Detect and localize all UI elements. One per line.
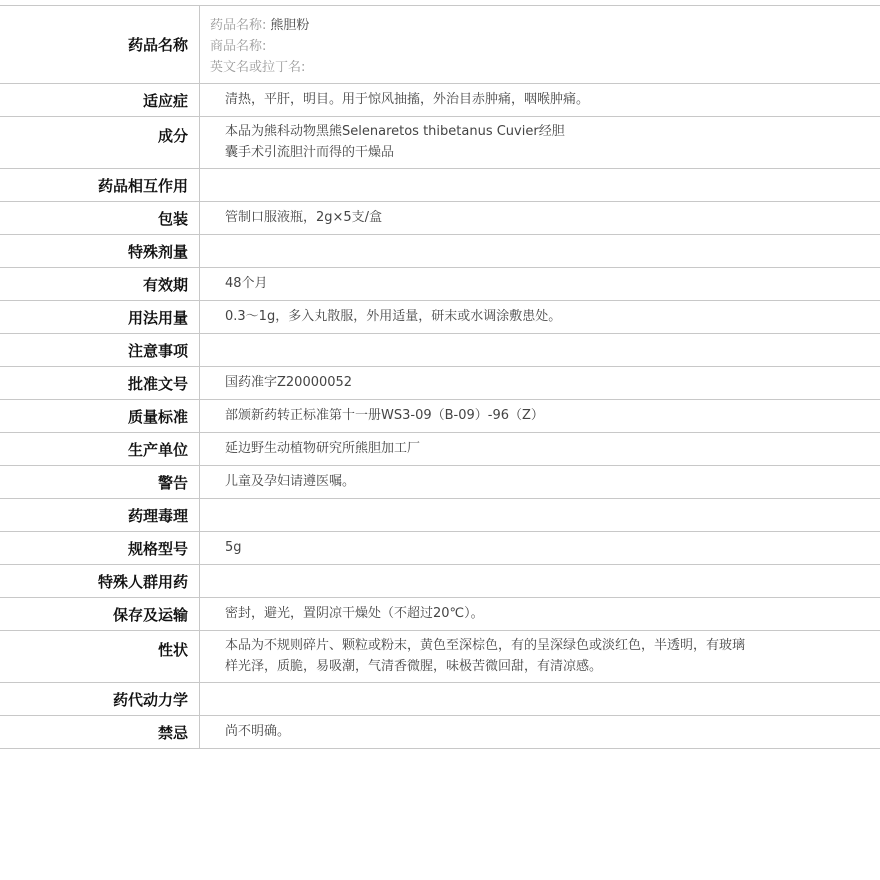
- row-warning: [0, 466, 880, 499]
- row-value: 延边野生动植物研究所熊胆加工厂: [225, 441, 421, 456]
- row-label: 药理毒理: [0, 499, 200, 531]
- row-value: [200, 169, 880, 201]
- row-label: 性状: [0, 631, 200, 682]
- row-value: 部颁新药转正标准第十一册WS3-09（B-09）-96（Z）: [225, 408, 544, 423]
- ingredients-line-2: 囊手术引流胆汁而得的干燥品: [225, 145, 395, 160]
- row-ingredients: [0, 117, 880, 169]
- row-value: 密封，避光，置阴凉干燥处（不超过20℃）。: [225, 606, 484, 621]
- row-specification: [0, 532, 880, 565]
- row-special-dose: [0, 235, 880, 268]
- row-precautions: [0, 334, 880, 367]
- row-label: 质量标准: [0, 400, 200, 432]
- row-label: 警告: [0, 466, 200, 498]
- appearance-line-1: 本品为不规则碎片、颗粒或粉末，黄色至深棕色，有的呈深绿色或淡红色，半透明，有玻璃: [225, 638, 746, 653]
- row-toxicology: [0, 499, 880, 532]
- drug-info-table: [0, 5, 880, 749]
- row-packaging: [0, 202, 880, 235]
- row-value: 管制口服液瓶，2g×5支/盒: [225, 210, 383, 225]
- row-label: 批准文号: [0, 367, 200, 399]
- ingredients-line-1: 本品为熊科动物黑熊Selenaretos thibetanus Cuvier经胆: [225, 124, 565, 139]
- row-label: 特殊剂量: [0, 235, 200, 267]
- row-dosage: [0, 301, 880, 334]
- english-name-key: 英文名或拉丁名:: [210, 60, 306, 75]
- row-pharmacokinetics: [0, 683, 880, 716]
- row-label: 保存及运输: [0, 598, 200, 630]
- row-label: 有效期: [0, 268, 200, 300]
- english-name-line: [210, 57, 868, 78]
- row-label: 用法用量: [0, 301, 200, 333]
- row-value: [200, 499, 880, 531]
- row-interactions: [0, 169, 880, 202]
- row-label: 生产单位: [0, 433, 200, 465]
- row-label: 适应症: [0, 84, 200, 116]
- row-value: 清热，平肝，明目。用于惊风抽搐，外治目赤肿痛，咽喉肿痛。: [225, 92, 590, 107]
- row-value: [200, 565, 880, 597]
- row-value: [200, 6, 880, 83]
- row-storage: [0, 598, 880, 631]
- row-value: [200, 683, 880, 715]
- row-value: 48个月: [225, 276, 268, 291]
- row-indication: [0, 84, 880, 117]
- row-special-population: [0, 565, 880, 598]
- appearance-line-2: 样光泽，质脆，易吸潮，气清香微腥，味极苦微回甜，有清凉感。: [225, 659, 603, 674]
- row-manufacturer: [0, 433, 880, 466]
- generic-name-line: [210, 15, 868, 36]
- row-contraindications: [0, 716, 880, 749]
- row-value: 国药准字Z20000052: [225, 375, 353, 390]
- generic-name-value: 熊胆粉: [270, 18, 310, 33]
- row-label: 包装: [0, 202, 200, 234]
- row-label: 禁忌: [0, 716, 200, 748]
- row-label: 规格型号: [0, 532, 200, 564]
- row-approval-number: [0, 367, 880, 400]
- row-appearance: [0, 631, 880, 683]
- row-drug-name: [0, 6, 880, 84]
- row-value: [200, 117, 880, 168]
- trade-name-line: [210, 36, 868, 57]
- row-label: 药品相互作用: [0, 169, 200, 201]
- row-shelf-life: [0, 268, 880, 301]
- row-label: 药代动力学: [0, 683, 200, 715]
- row-label: 注意事项: [0, 334, 200, 366]
- row-value: [200, 334, 880, 366]
- row-quality-standard: [0, 400, 880, 433]
- row-value: 0.3～1g，多入丸散服，外用适量，研末或水调涂敷患处。: [225, 309, 562, 324]
- row-value: 5g: [225, 540, 242, 555]
- generic-name-key: 药品名称:: [210, 18, 267, 33]
- row-label: 特殊人群用药: [0, 565, 200, 597]
- row-value: [200, 235, 880, 267]
- row-value: 尚不明确。: [225, 724, 291, 739]
- trade-name-key: 商品名称:: [210, 39, 267, 54]
- row-label: 药品名称: [0, 6, 200, 83]
- row-value: 儿童及孕妇请遵医嘱。: [225, 474, 356, 489]
- row-label: 成分: [0, 117, 200, 168]
- row-value: [200, 631, 880, 682]
